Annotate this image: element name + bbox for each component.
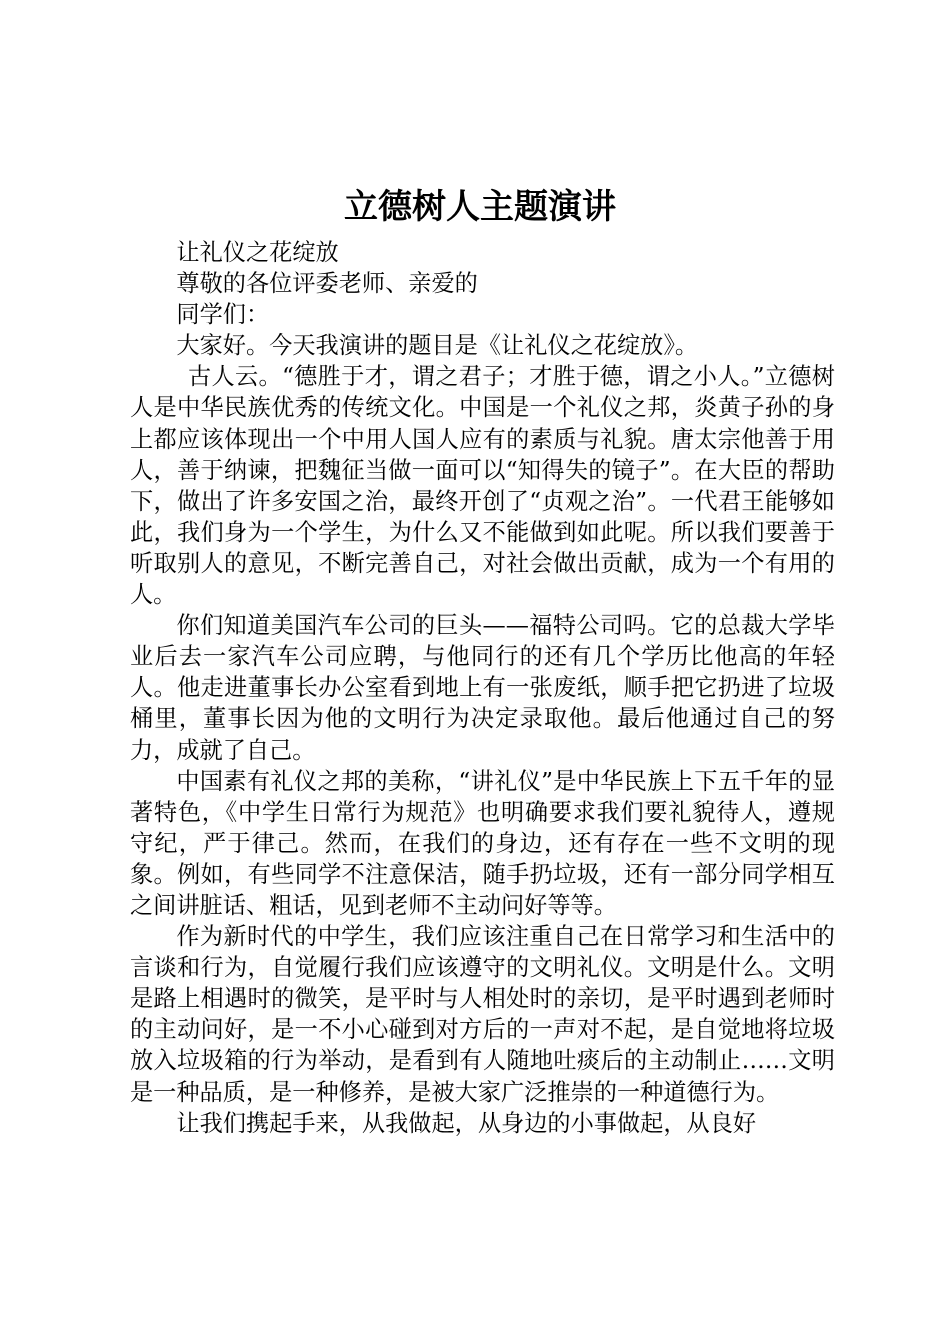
body-paragraph: 中国素有礼仪之邦的美称，“讲礼仪”是中华民族上下五千年的显著特色，《中学生日常行为规范》也明确要求我们要礼貌待人，遵规守纪，严于律己。然而，在我们的身边，还有存在一些不文明的现象。例如，有些同学不注意保洁，随手扔垃圾，还有一部分同学相互之间讲脏话、粗话，见到老师不主动问好等等。 — [130, 767, 835, 919]
body-paragraph: 古人云。“德胜于才，谓之君子；才胜于德，谓之小人。”立德树人是中华民族优秀的传统文化。中国是一个礼仪之邦，炎黄子孙的身上都应该体现出一个中用人国人应有的素质与礼貌。唐太宗他善于用人，善于纳谏，把魏征当做一面可以“知得失的镜子”。在大臣的帮助下，做出了许多安国之治，最终开创了“贞观之治”。一代君王能够如此，我们身为一个学生，为什么又不能做到如此呢。所以我们要善于听取别人的意见，不断完善自己，对社会做出贡献，成为一个有用的人。 — [130, 363, 835, 609]
body-paragraph: 作为新时代的中学生，我们应该注重自己在日常学习和生活中的言谈和行为，自觉履行我们应该遵守的文明礼仪。文明是什么。文明是路上相遇时的微笑，是平时与人相处时的亲切，是平时遇到老师时的主动问好，是一不小心碰到对方后的一声对不起，是自觉地将垃圾放入垃圾箱的行为举动，是看到有人随地吐痰后的主动制止……文明是一种品质，是一种修养，是被大家广泛推崇的一种道德行为。 — [130, 923, 835, 1106]
salutation-line: 尊敬的各位评委老师、亲爱的 — [176, 270, 478, 298]
body-paragraph: 让我们携起手来，从我做起，从身边的小事做起，从良好 — [176, 1109, 757, 1137]
salutation-line: 同学们： — [176, 301, 270, 329]
document-body — [130, 237, 835, 1139]
body-paragraph: 你们知道美国汽车公司的巨头——福特公司吗。它的总裁大学毕业后去一家汽车公司应聘，与他同行的还有几个学历比他高的年轻人。他走进董事长办公室看到地上有一张废纸，顺手把它扔进了垃圾桶里，董事长因为他的文明行为决定录取他。最后他通过自己的努力，成就了自己。 — [130, 612, 835, 764]
speech-subtitle: 让礼仪之花绽放 — [176, 239, 339, 266]
greeting-paragraph: 大家好。今天我演讲的题目是《让礼仪之花绽放》。 — [176, 332, 699, 360]
document-title: 立德树人主题演讲 — [344, 187, 616, 227]
